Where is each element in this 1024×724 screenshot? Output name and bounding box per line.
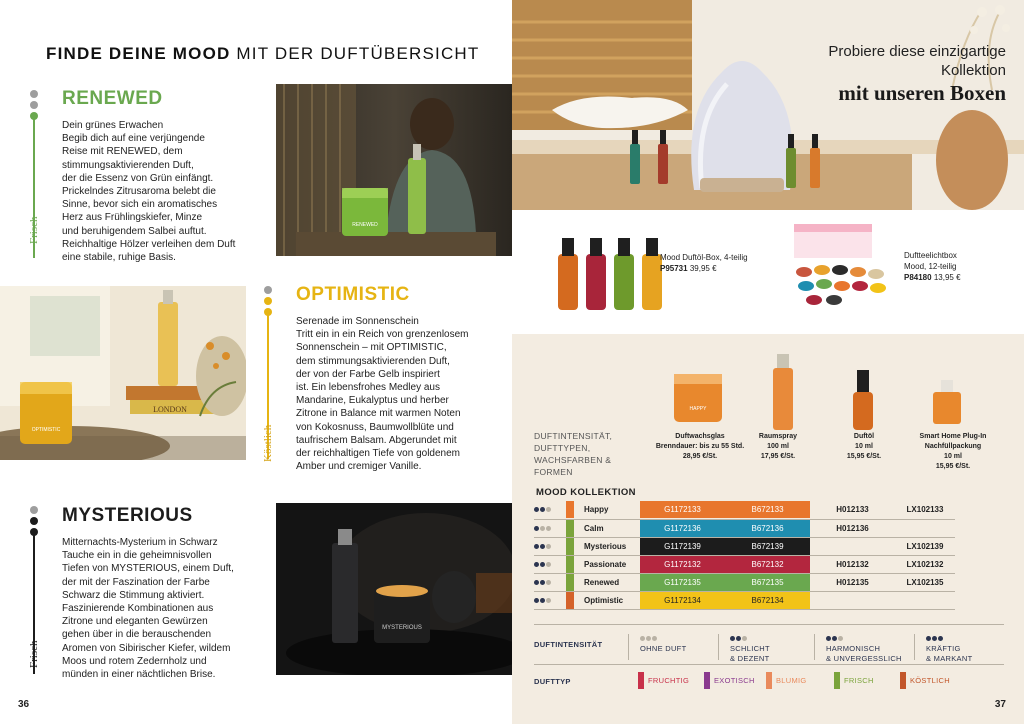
intensity-dot — [546, 598, 551, 603]
text-line: Duftwachsglas — [675, 433, 725, 440]
text-line: Sonnenschein – mit OPTIMISTIC, — [296, 342, 447, 354]
text-line: stimmungsaktivierenden Duft, — [62, 159, 194, 171]
dot — [30, 517, 38, 525]
type-legend-item — [638, 672, 689, 689]
page-number-right: 37 — [994, 699, 1006, 710]
text-line: Tiefen von MYSTERIOUS, einem Duft, — [62, 563, 234, 575]
text-line: & DEZENT — [730, 654, 770, 663]
optimistic-description — [296, 315, 510, 473]
text-line: Begib dich auf eine verjüngende — [62, 133, 205, 145]
type-label: FRISCH — [844, 676, 874, 685]
candle-label: HAPPY — [689, 406, 707, 412]
table-row — [534, 573, 955, 591]
renewed-photo — [276, 84, 512, 256]
kollektion-title: MOOD KOLLEKTION — [536, 487, 636, 498]
plugin-code: LX102135 — [895, 573, 955, 591]
intensity-dot — [646, 636, 651, 641]
type-swatch-cell — [566, 519, 578, 537]
page-number-left: 36 — [18, 699, 30, 710]
intensity-legend-item — [820, 644, 902, 664]
room-spray-image — [768, 352, 798, 432]
intensity-dots — [926, 634, 944, 644]
intensity-dot — [652, 636, 657, 641]
intensity-dot — [534, 562, 539, 567]
oil-code — [810, 537, 895, 555]
intensity-legend-title: DUFTINTENSITÄT — [534, 640, 603, 649]
type-label: FRUCHTIG — [648, 676, 690, 685]
intensity-dot — [832, 636, 837, 641]
text-line: Reise mit RENEWED, dem — [62, 146, 183, 158]
type-swatch — [566, 592, 574, 609]
oil-box-description — [660, 252, 748, 274]
intensity-dot — [540, 562, 545, 567]
intensity-cell — [534, 555, 566, 573]
hero-line-1: Probiere diese einzigartige — [828, 43, 1006, 60]
scent-name: Renewed — [578, 573, 640, 591]
text-line: dem stimmungsaktivierenden Duft, — [296, 355, 450, 367]
heading-bold: FINDE DEINE MOOD — [46, 44, 231, 63]
type-swatch-cell — [566, 501, 578, 519]
text-line: ist. Ein lebensfrohes Medley aus — [296, 382, 440, 394]
dot — [30, 101, 38, 109]
mysterious-description — [62, 536, 267, 681]
text-line: Herz aus Frühlingskiefer, Minze — [62, 212, 203, 224]
intensity-dot — [838, 636, 843, 641]
type-swatch — [566, 501, 574, 518]
divider — [534, 664, 1004, 665]
text-line: 28,95 €/St. — [682, 453, 718, 460]
text-line: der reichhaltigen Tiefe von goldenem — [296, 448, 460, 460]
intensity-legend-item — [634, 644, 686, 654]
intensity-dot — [742, 636, 747, 641]
spray-code: B672132 — [725, 556, 810, 573]
intensity-cell — [534, 519, 566, 537]
table-row — [534, 519, 955, 537]
spray-code-cell — [725, 501, 810, 519]
text-line: KRÄFTIG — [926, 644, 961, 653]
spray-code-cell — [725, 537, 810, 555]
optimistic-photo — [0, 286, 246, 460]
text-line: FORMEN — [534, 467, 573, 477]
type-swatch — [900, 672, 906, 689]
mysterious-type-label: Frisch — [28, 640, 40, 668]
product-price: 39,95 € — [689, 264, 717, 273]
oil-bottle-image — [848, 368, 878, 432]
legend-separator — [628, 634, 629, 660]
text-line: Reichhaltige Hölzer verleihen dem Duft — [62, 238, 236, 250]
type-legend-item — [766, 672, 807, 689]
table-row — [534, 537, 955, 555]
text-line: Duftöl — [853, 433, 875, 440]
text-line: DUFTTYPEN, — [534, 443, 591, 453]
type-legend-item — [900, 672, 950, 689]
plugin-refill-image — [930, 378, 964, 426]
dot — [30, 90, 38, 98]
intensity-dot — [546, 562, 551, 567]
candle-label: RENEWED — [352, 222, 378, 228]
dot — [264, 297, 272, 305]
glass-code-cell — [640, 591, 725, 609]
optimistic-title: OPTIMISTIC — [296, 284, 410, 305]
text-line: Aromen von Sibirischer Kiefer, wildem — [62, 642, 231, 654]
type-swatch-cell — [566, 573, 578, 591]
type-label: KÖSTLICH — [910, 676, 950, 685]
renewed-title: RENEWED — [62, 88, 163, 109]
intensity-dot — [534, 580, 539, 585]
renewed-description — [62, 119, 267, 264]
table-row — [534, 555, 955, 573]
product-price-line — [660, 263, 748, 274]
intensity-dot — [736, 636, 741, 641]
dot — [264, 286, 272, 294]
text-line: eine stabile, ruhige Basis. — [62, 252, 176, 264]
type-swatch-cell — [566, 591, 578, 609]
intensity-dot — [546, 526, 551, 531]
type-legend-item — [834, 672, 874, 689]
text-line: SCHLICHT — [730, 644, 770, 653]
intensity-dot — [540, 507, 545, 512]
text-line: Amber und cremiger Vanille. — [296, 461, 422, 473]
intensity-dot — [730, 636, 735, 641]
tealight-box-description — [904, 250, 961, 283]
type-legend — [534, 672, 1004, 692]
text-line: taufrischem Balsam. Abgerundet mit — [296, 434, 457, 446]
scent-name: Calm — [578, 519, 640, 537]
text-line: der mit der Faszination der Farbe — [62, 576, 210, 588]
text-line: von Kokosnuss, Baumwollblüte und — [296, 421, 454, 433]
candle-label: OPTIMISTIC — [31, 427, 61, 433]
intensity-dot — [546, 544, 551, 549]
text-line: 15,95 €/St. — [846, 453, 882, 460]
intensity-legend — [534, 630, 1004, 664]
type-swatch — [704, 672, 710, 689]
heading-rest: MIT DER DUFTÜBERSICHT — [230, 44, 480, 63]
type-legend-title: DUFTTYP — [534, 677, 571, 686]
text-line: Tauche ein in die geheimnisvollen — [62, 550, 212, 562]
scent-name: Passionate — [578, 555, 640, 573]
book-label: LONDON — [153, 405, 187, 414]
hero-photo — [512, 0, 1024, 210]
product-strip — [512, 210, 1024, 334]
glass-code: G1172136 — [640, 520, 725, 537]
intensity-legend-item — [920, 644, 972, 664]
divider — [534, 624, 1004, 625]
text-line: Mandarine, Eukalyptus und herber — [296, 395, 449, 407]
table-row — [534, 501, 955, 519]
text-line: Prickelndes Zitrusaroma belebt die — [62, 186, 216, 198]
renewed-type-label: Frisch — [28, 216, 40, 244]
text-line: & MARKANT — [926, 654, 973, 663]
intensity-dot — [546, 580, 551, 585]
intensity-dots — [826, 634, 844, 644]
glass-code: G1172133 — [640, 501, 725, 518]
page-heading — [46, 44, 479, 64]
text-line: Sinne, bevor sich ein aromatisches — [62, 199, 218, 211]
product-name: Duftteelichtbox — [904, 251, 957, 260]
intensity-dots-mysterious — [30, 506, 40, 539]
product-code: P84180 — [904, 273, 932, 282]
text-line: Tritt ein in ein Reich von grenzenlosem — [296, 329, 469, 341]
tealight-box-image — [784, 222, 894, 314]
plugin-code: LX102133 — [895, 501, 955, 519]
text-line: Brenndauer: bis zu 55 Std. — [655, 443, 745, 450]
dot — [30, 506, 38, 514]
glass-code-cell — [640, 519, 725, 537]
mysterious-photo — [276, 503, 512, 675]
glass-code: G1172134 — [640, 592, 725, 609]
oil-code: H012136 — [810, 519, 895, 537]
text-line: Mitternachts-Mysterium in Schwarz — [62, 537, 218, 548]
table-row — [534, 591, 955, 609]
intensity-dot — [640, 636, 645, 641]
spray-code-cell — [725, 573, 810, 591]
spray-code: B672136 — [725, 520, 810, 537]
type-swatch — [566, 556, 574, 573]
type-swatch — [766, 672, 772, 689]
oil-code: H012135 — [810, 573, 895, 591]
scent-name: Optimistic — [578, 591, 640, 609]
text-line: der die Essenz von Grün einfängt. — [62, 172, 214, 184]
intensity-cell — [534, 591, 566, 609]
optimistic-type-label: Köstlich — [262, 424, 274, 462]
spray-code-cell — [725, 519, 810, 537]
hero-text — [828, 42, 1006, 106]
text-line: 17,95 €/St. — [760, 453, 796, 460]
intensity-legend-item — [724, 644, 770, 664]
scent-name: Happy — [578, 501, 640, 519]
intensity-dots — [640, 634, 658, 644]
plugin-code: LX102139 — [895, 537, 955, 555]
intensity-dots-renewed — [30, 90, 40, 123]
text-line: Schwarz die Stimmung aktiviert. — [62, 589, 205, 601]
text-line: münden in einer nächtlichen Brise. — [62, 669, 216, 681]
text-line: HARMONISCH — [826, 644, 881, 653]
glass-code: G1172135 — [640, 574, 725, 591]
type-swatch-cell — [566, 537, 578, 555]
text-line: und beruhigendem Salbei auftut. — [62, 225, 207, 237]
oil-code: H012132 — [810, 555, 895, 573]
type-swatch — [566, 520, 574, 537]
type-swatch — [566, 538, 574, 555]
text-line: Serenade im Sonnenschein — [296, 316, 419, 327]
product-price-line — [904, 272, 961, 283]
intensity-cell — [534, 537, 566, 555]
text-line: Smart Home Plug-In — [919, 433, 987, 440]
column-title-oil — [824, 432, 904, 462]
text-line: Zitrone in Balance mit warmen Noten — [296, 408, 461, 420]
type-swatch — [638, 672, 644, 689]
intensity-dots — [730, 634, 748, 644]
glass-code-cell — [640, 537, 725, 555]
intensity-dot — [540, 526, 545, 531]
type-legend-item — [704, 672, 755, 689]
intensity-cell — [534, 501, 566, 519]
text-line: & UNVERGESSLICH — [826, 654, 902, 663]
plugin-code — [895, 519, 955, 537]
intensity-dot — [534, 544, 539, 549]
intensity-dot — [938, 636, 943, 641]
legend-separator — [914, 634, 915, 660]
glass-code: G1172132 — [640, 556, 725, 573]
intensity-cell — [534, 573, 566, 591]
candle-glass-image — [668, 366, 728, 426]
text-line: gehen über in die berauschenden — [62, 629, 212, 641]
intensity-dot — [546, 507, 551, 512]
scent-name: Mysterious — [578, 537, 640, 555]
intensity-dot — [540, 544, 545, 549]
spray-code: B672134 — [725, 592, 810, 609]
text-line: Dein grünes Erwachen — [62, 120, 164, 131]
product-name: Mood Duftöl-Box, 4-teilig — [660, 253, 748, 262]
legend-separator — [814, 634, 815, 660]
intensity-dot — [826, 636, 831, 641]
oil-code: H012133 — [810, 501, 895, 519]
oil-box-image — [550, 234, 680, 314]
type-swatch — [834, 672, 840, 689]
intensity-dots-optimistic — [264, 286, 274, 319]
type-label: EXOTISCH — [714, 676, 755, 685]
intensity-dot — [540, 598, 545, 603]
text-line: 100 ml — [767, 443, 789, 450]
intensity-dot — [540, 580, 545, 585]
text-line: Zitrone und eleganten Gewürzen — [62, 616, 208, 628]
intensity-dot — [534, 507, 539, 512]
spray-code-cell — [725, 591, 810, 609]
type-label: BLUMIG — [776, 676, 807, 685]
text-line: 10 ml — [944, 453, 962, 460]
glass-code-cell — [640, 501, 725, 519]
column-title-plugin — [908, 432, 998, 472]
intensity-dot — [932, 636, 937, 641]
text-line: OHNE DUFT — [640, 644, 687, 653]
spray-code: B672139 — [725, 538, 810, 555]
glass-code: G1172139 — [640, 538, 725, 555]
text-line: Raumspray — [758, 433, 798, 440]
type-swatch — [566, 574, 574, 591]
spray-code: B672135 — [725, 574, 810, 591]
glass-code-cell — [640, 573, 725, 591]
column-title-spray — [738, 432, 818, 462]
hero-line-3: mit unseren Boxen — [838, 81, 1006, 105]
intro-text — [534, 430, 644, 478]
product-code: P95731 — [660, 264, 688, 273]
plugin-code: LX102132 — [895, 555, 955, 573]
product-price: 13,95 € — [933, 273, 961, 282]
legend-separator — [718, 634, 719, 660]
intensity-dot — [534, 598, 539, 603]
text-line: 15,95 €/St. — [935, 463, 971, 470]
text-line: Nachfüllpackung — [924, 443, 982, 450]
spray-code-cell — [725, 555, 810, 573]
intensity-dot — [926, 636, 931, 641]
text-line: der von der Farbe Gelb inspiriert — [296, 368, 440, 380]
text-line: WACHSFARBEN & — [534, 455, 612, 465]
text-line: DUFTINTENSITÄT, — [534, 431, 613, 441]
right-page — [512, 0, 1024, 724]
text-line: 10 ml — [855, 443, 873, 450]
mood-collection-table — [534, 501, 955, 610]
oil-code — [810, 591, 895, 609]
hero-line-2: Kollektion — [940, 62, 1006, 79]
type-swatch-cell — [566, 555, 578, 573]
spray-code: B672133 — [725, 501, 810, 518]
candle-label: MYSTERIOUS — [382, 625, 422, 631]
text-line: Moos und rotem Zedernholz und — [62, 655, 207, 667]
glass-code-cell — [640, 555, 725, 573]
text-line: Faszinierende Kombinationen aus — [62, 603, 214, 615]
plugin-code — [895, 591, 955, 609]
intensity-dot — [534, 526, 539, 531]
mysterious-title: MYSTERIOUS — [62, 505, 193, 526]
product-name: Mood, 12-teilig — [904, 262, 957, 271]
